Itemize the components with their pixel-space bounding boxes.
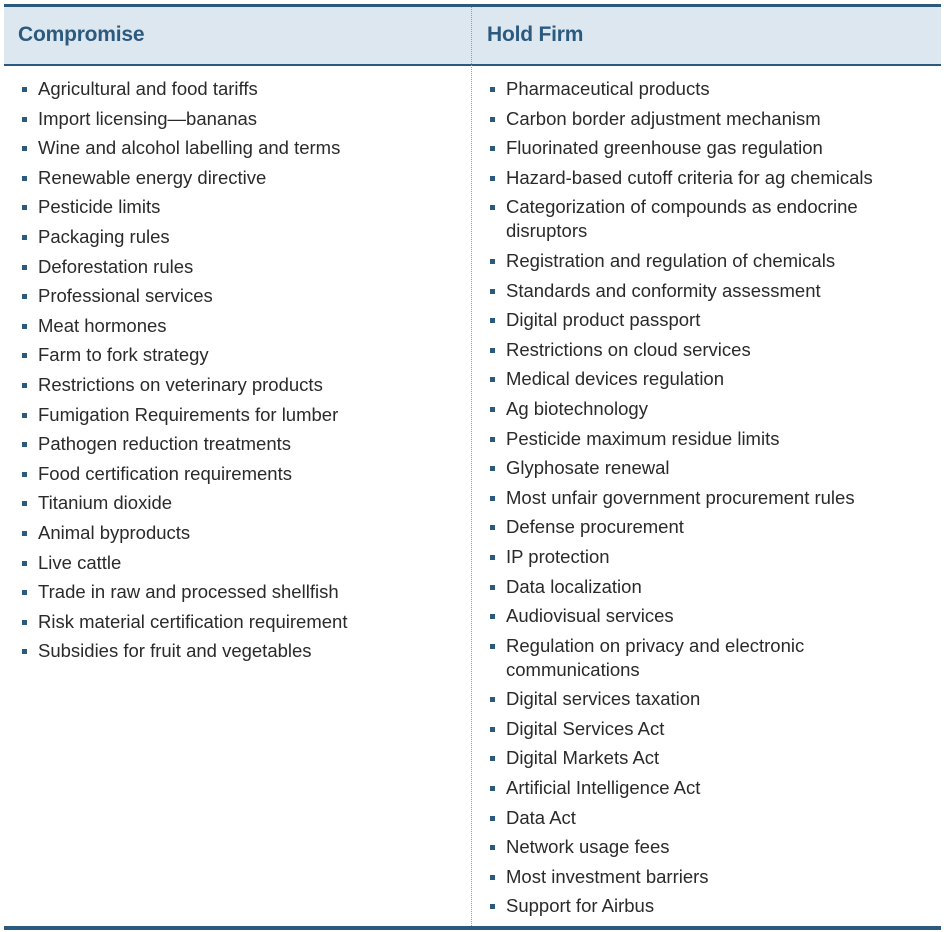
bullet-icon [490, 259, 495, 264]
list-item-text: Registration and regulation of chemicals [506, 249, 836, 271]
bullet-icon [22, 205, 27, 210]
list-item [490, 575, 930, 599]
list-item [490, 746, 930, 770]
bullet-icon [490, 525, 495, 530]
list-item-text: Pesticide limits [38, 196, 161, 218]
compromise-list [22, 77, 462, 669]
list-item-text: Subsidies for fruit and vegetables [38, 640, 312, 662]
bullet-icon [22, 472, 27, 477]
list-item [22, 373, 462, 397]
list-item-text: Agricultural and food tariffs [38, 78, 258, 99]
list-item-text: Digital Services Act [506, 717, 665, 739]
list-item-text: Titanium dioxide [38, 492, 173, 514]
list-item-text: Restrictions on cloud services [506, 338, 751, 360]
bullet-icon [490, 289, 495, 294]
hold-firm-list [490, 77, 930, 924]
list-item-text: Fluorinated greenhouse gas regulation [506, 137, 823, 159]
bullet-icon [22, 649, 27, 654]
bullet-icon [22, 265, 27, 270]
list-item [22, 432, 462, 456]
list-item [490, 515, 930, 539]
list-item [490, 776, 930, 800]
list-item-text: Digital Markets Act [506, 747, 660, 769]
policy-table [4, 4, 941, 930]
list-item [490, 894, 930, 918]
list-item [490, 486, 930, 510]
bullet-icon [490, 437, 495, 442]
list-item [490, 77, 930, 101]
list-item-text: Hazard-based cutoff criteria for ag chemicals [506, 166, 873, 188]
list-item [490, 166, 930, 190]
list-item [490, 717, 930, 741]
list-item-text: Digital services taxation [506, 688, 701, 710]
bullet-icon [22, 235, 27, 240]
bullet-icon [22, 324, 27, 329]
bullet-icon [490, 585, 495, 590]
list-item-text: Most unfair government procurement rules [506, 486, 855, 508]
column-divider [471, 7, 472, 926]
list-item [490, 397, 930, 421]
list-item-text: Defense procurement [506, 516, 684, 538]
bullet-icon [22, 590, 27, 595]
list-item-text: Live cattle [38, 551, 122, 573]
bullet-icon [22, 353, 27, 358]
bullet-icon [22, 87, 27, 92]
list-item [490, 107, 930, 131]
list-item-text: Carbon border adjustment mechanism [506, 107, 821, 129]
list-item [22, 136, 462, 160]
list-item-text: Import licensing—bananas [38, 107, 258, 129]
list-item [22, 343, 462, 367]
bullet-icon [22, 531, 27, 536]
list-item [490, 427, 930, 451]
table-header [4, 7, 941, 66]
list-item-text: Meat hormones [38, 314, 167, 336]
bullet-icon [490, 466, 495, 471]
list-item [22, 580, 462, 604]
list-item-text: Animal byproducts [38, 521, 191, 543]
list-item [22, 551, 462, 575]
list-item [22, 462, 462, 486]
list-item-text: Food certification requirements [38, 462, 292, 484]
list-item-text: Data localization [506, 575, 642, 597]
bullet-icon [22, 413, 27, 418]
list-item-text: IP protection [506, 545, 610, 567]
list-item [490, 367, 930, 391]
bullet-icon [490, 348, 495, 353]
list-item [490, 195, 930, 243]
list-item [490, 456, 930, 480]
list-item-text: Packaging rules [38, 225, 170, 247]
bullet-icon [490, 146, 495, 151]
list-item-text: Farm to fork strategy [38, 344, 209, 366]
list-item [22, 521, 462, 545]
list-item [22, 491, 462, 515]
bullet-icon [22, 501, 27, 506]
bullet-icon [490, 117, 495, 122]
list-item-text: Deforestation rules [38, 255, 194, 277]
bullet-icon [490, 697, 495, 702]
bullet-icon [490, 756, 495, 761]
list-item [490, 279, 930, 303]
bullet-icon [490, 377, 495, 382]
bullet-icon [490, 318, 495, 323]
list-item-text: Renewable energy directive [38, 166, 267, 188]
bullet-icon [490, 904, 495, 909]
list-item-text: Glyphosate renewal [506, 457, 670, 479]
bullet-icon [490, 875, 495, 880]
list-item [22, 255, 462, 279]
list-item [490, 687, 930, 711]
list-item-text: Pesticide maximum residue limits [506, 427, 780, 449]
list-item-text: Risk material certification requirement [38, 610, 348, 632]
list-item [490, 865, 930, 889]
bullet-icon [22, 117, 27, 122]
list-item-text: Regulation on privacy and electronic communications [506, 634, 805, 680]
bullet-icon [490, 205, 495, 210]
list-item [22, 166, 462, 190]
list-item [22, 639, 462, 663]
list-item-text: Fumigation Requirements for lumber [38, 403, 339, 425]
list-item-text: Most investment barriers [506, 865, 709, 887]
bullet-icon [490, 816, 495, 821]
list-item [22, 77, 462, 101]
bullet-icon [490, 555, 495, 560]
bullet-icon [490, 614, 495, 619]
list-item [22, 610, 462, 634]
list-item [22, 403, 462, 427]
list-item-text: Medical devices regulation [506, 368, 725, 390]
list-item [490, 249, 930, 273]
header-compromise: Compromise [18, 23, 145, 46]
list-item [490, 136, 930, 160]
list-item [22, 225, 462, 249]
list-item-text: Pharmaceutical products [506, 78, 710, 99]
list-item [22, 284, 462, 308]
bullet-icon [490, 176, 495, 181]
list-item-text: Ag biotechnology [506, 397, 648, 419]
list-item-text: Audiovisual services [506, 605, 674, 627]
list-item-text: Network usage fees [506, 836, 670, 858]
list-item [22, 314, 462, 338]
list-item [490, 545, 930, 569]
list-item-text: Artificial Intelligence Act [506, 777, 701, 799]
list-item [22, 107, 462, 131]
bullet-icon [490, 845, 495, 850]
bullet-icon [22, 383, 27, 388]
list-item-text: Data Act [506, 806, 576, 828]
bullet-icon [490, 786, 495, 791]
list-item [22, 195, 462, 219]
bullet-icon [490, 727, 495, 732]
list-item-text: Standards and conformity assessment [506, 279, 821, 301]
bullet-icon [22, 442, 27, 447]
list-item-text: Support for Airbus [506, 895, 655, 917]
bullet-icon [22, 561, 27, 566]
bullet-icon [22, 620, 27, 625]
bullet-icon [490, 87, 495, 92]
bullet-icon [22, 294, 27, 299]
header-hold-firm: Hold Firm [487, 23, 584, 46]
bullet-icon [22, 176, 27, 181]
list-item-text: Categorization of compounds as endocrine disruptors [506, 196, 858, 242]
list-item [490, 604, 930, 628]
list-item-text: Professional services [38, 285, 213, 307]
bullet-icon [490, 407, 495, 412]
list-item [490, 634, 930, 682]
list-item-text: Pathogen reduction treatments [38, 433, 291, 455]
bullet-icon [490, 644, 495, 649]
list-item-text: Digital product passport [506, 309, 701, 331]
list-item [490, 338, 930, 362]
list-item [490, 806, 930, 830]
bullet-icon [22, 146, 27, 151]
list-item-text: Restrictions on veterinary products [38, 373, 323, 395]
list-item-text: Trade in raw and processed shellfish [38, 581, 339, 603]
list-item [490, 835, 930, 859]
bullet-icon [490, 496, 495, 501]
list-item-text: Wine and alcohol labelling and terms [38, 137, 341, 159]
list-item [490, 308, 930, 332]
